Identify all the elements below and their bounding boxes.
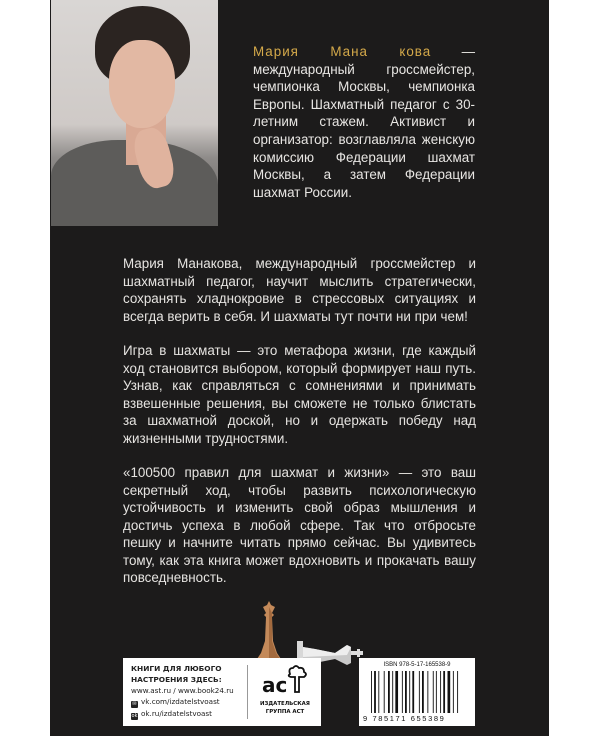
- logo-caption-1: ИЗДАТЕЛЬСКАЯ: [260, 701, 310, 707]
- barcode-bar: [371, 671, 372, 713]
- barcode-bar: [436, 671, 437, 713]
- info-heading-line1: КНИГИ ДЛЯ ЛЮБОГО: [131, 664, 222, 673]
- barcode-bar: [433, 671, 434, 713]
- barcode-number: 9 785171 655389: [363, 714, 446, 723]
- svg-text:ac: ac: [262, 673, 288, 696]
- publisher-info-box: [123, 658, 321, 726]
- barcode-bar: [440, 671, 441, 713]
- description-paragraph: Игра в шахматы — это метафора жизни, где каждый ход становится выбором, который формирует наш путь. Узнав, как справляться с сомнениями и принимать взвешенные решения, вы сможете не только блистать за шахматной доской, но и одержать победу над жизненными трудностями.: [123, 343, 476, 446]
- info-heading-line2: НАСТРОЕНИЯ ЗДЕСЬ:: [131, 675, 222, 684]
- book-description: [123, 255, 476, 587]
- vk-link[interactable]: vk.com/izdatelstvoast: [141, 697, 220, 706]
- author-bio: [253, 43, 475, 201]
- isbn-barcode: [359, 658, 475, 726]
- isbn-text: ISBN 978-5-17-165538-9: [383, 662, 451, 668]
- barcode-bar: [392, 671, 393, 713]
- barcode-bar: [388, 671, 390, 713]
- barcode-bar: [384, 671, 385, 713]
- barcode-bar: [419, 671, 420, 713]
- barcode-bar: [448, 671, 451, 713]
- barcode-bar: [443, 671, 445, 713]
- ok-link[interactable]: ok.ru/izdatelstvoast: [141, 709, 212, 718]
- barcode-bar: [412, 671, 414, 713]
- description-column: [123, 255, 476, 671]
- barcode-bar: [422, 671, 424, 713]
- websites-link[interactable]: www.ast.ru / www.book24.ru: [131, 686, 234, 695]
- logo-caption-2: ГРУППА АСТ: [265, 708, 305, 715]
- author-photo: [51, 0, 218, 226]
- ast-logo-icon: [260, 664, 310, 696]
- barcode-bar: [453, 671, 454, 713]
- ok-icon: ok: [131, 713, 138, 719]
- description-paragraph: «100500 правил для шахмат и жизни» — это ваш секретный ход, чтобы развить психологическую устойчивость и изменить свой образ мышления и достичь успеха в любой сфере. Так что отбросьте пешку и начните читать прямо сейчас. Вы удивитесь тому, как эта книга может вдохновить и прокачать вашу повседневность.: [123, 465, 476, 585]
- barcode-bar: [427, 671, 428, 713]
- barcode-bar: [409, 671, 410, 713]
- barcode-bar: [457, 671, 458, 713]
- divider: [247, 665, 248, 719]
- description-paragraph: Мария Манакова, международный гроссмейстер и шахматный педагог, научит мыслить стратегически, сохранять хладнокровие в стрессовых ситуациях и всегда верить в себя. И шахматы тут почти ни при чем!: [123, 256, 476, 324]
- author-name: Мария Мана кова: [253, 44, 432, 59]
- author-bio-text: — международный гроссмейстер, чемпионка Москвы, чемпионка Европы. Шахматный педагог с 30-летним стажем. Активист и организатор: возглавляла женскую комиссию Федерации шахмат Москвы, а затем Федерации шахмат России.: [253, 44, 475, 200]
- barcode-bar: [405, 671, 407, 713]
- ast-logo: [253, 664, 317, 722]
- barcode-bars: [371, 671, 467, 713]
- vk-icon: ✉: [132, 701, 137, 707]
- barcode-bar: [402, 671, 403, 713]
- barcode-bar: [374, 671, 376, 713]
- barcode-bar: [395, 671, 398, 713]
- barcode-bar: [378, 671, 379, 713]
